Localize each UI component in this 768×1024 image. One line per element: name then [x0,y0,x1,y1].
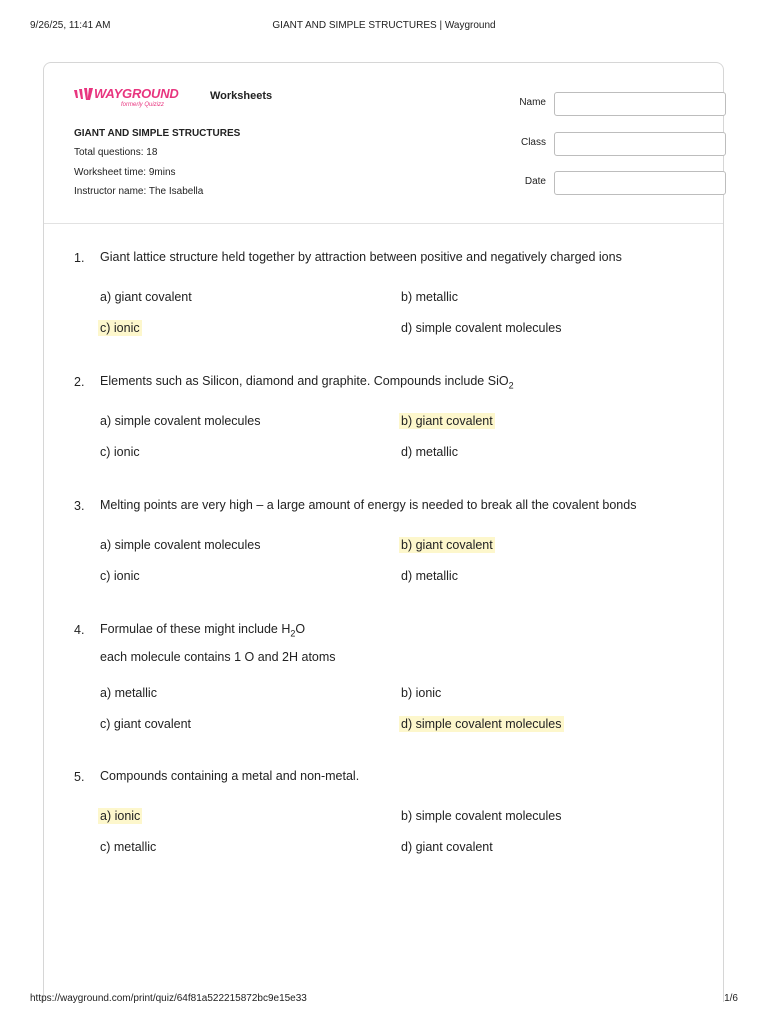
wayground-logo-icon [74,88,94,102]
name-label: Name [519,97,546,108]
instructor-name: Instructor name: The Isabella [74,186,204,197]
question-text [100,618,336,669]
option-b[interactable]: b) metallic [401,290,458,304]
print-url: https://wayground.com/print/quiz/64f81a522215872bc9e15e33 [30,993,307,1004]
brand-section-label: Worksheets [210,90,273,102]
print-datetime: 9/26/25, 11:41 AM [30,20,111,31]
option-b[interactable]: b) ionic [401,686,442,700]
question-number: 3. [74,499,85,513]
option-d[interactable]: d) metallic [401,569,458,583]
option-b[interactable]: b) simple covalent molecules [401,809,562,823]
worksheet-card [43,62,724,1002]
class-label: Class [520,137,546,148]
option-a[interactable]: a) giant covalent [100,290,192,304]
date-label: Date [524,176,546,187]
option-b-correct[interactable]: b) giant covalent [401,538,493,552]
question-number: 2. [74,375,85,389]
question-text: Compounds containing a metal and non-metal. [100,769,360,783]
question-number: 5. [74,770,85,784]
question-number: 1. [74,251,85,265]
option-c-correct[interactable]: c) ionic [100,321,140,335]
date-field[interactable] [554,171,726,195]
total-questions: Total questions: 18 [74,147,158,158]
worksheet-title: GIANT AND SIMPLE STRUCTURES [74,128,241,139]
question-text: Giant lattice structure held together by attraction between positive and negatively charged ions [100,250,622,264]
subscript: 2 [508,380,514,391]
option-c[interactable]: c) ionic [100,569,140,583]
option-d[interactable]: d) giant covalent [401,840,493,854]
question-text-line2: each molecule contains 1 O and 2H atoms [100,649,336,664]
print-page-title: GIANT AND SIMPLE STRUCTURES | Wayground [272,20,496,31]
print-header [30,20,738,34]
option-d-correct[interactable]: d) simple covalent molecules [401,717,562,731]
option-c[interactable]: c) giant covalent [100,717,192,731]
question-text-main: Elements such as Silicon, diamond and graphite. Compounds include SiO [100,374,509,388]
worksheet-time: Worksheet time: 9mins [74,167,176,178]
name-field[interactable] [554,92,726,116]
question-text-main: Formulae of these might include H [100,622,291,636]
brand-subtitle: formerly Quizizz [121,102,165,108]
subscript: 2 [290,628,296,639]
option-c[interactable]: c) metallic [100,840,157,854]
question-text [100,370,514,398]
class-field[interactable] [554,132,726,156]
print-footer [30,993,738,1007]
option-a[interactable]: a) simple covalent molecules [100,414,261,428]
option-a-correct[interactable]: a) ionic [100,809,141,823]
brand-name: WAYGROUND [94,86,179,101]
option-d[interactable]: d) metallic [401,445,458,459]
question-text-tail: O [295,622,306,636]
worksheet-header [44,63,723,224]
print-page-number: 1/6 [724,993,738,1004]
option-b-correct[interactable]: b) giant covalent [401,414,493,428]
option-d[interactable]: d) simple covalent molecules [401,321,562,335]
question-number: 4. [74,623,85,637]
option-c[interactable]: c) ionic [100,445,140,459]
option-a[interactable]: a) metallic [100,686,157,700]
option-a[interactable]: a) simple covalent molecules [100,538,261,552]
question-text: Melting points are very high – a large amount of energy is needed to break all the covalent bonds [100,498,637,512]
